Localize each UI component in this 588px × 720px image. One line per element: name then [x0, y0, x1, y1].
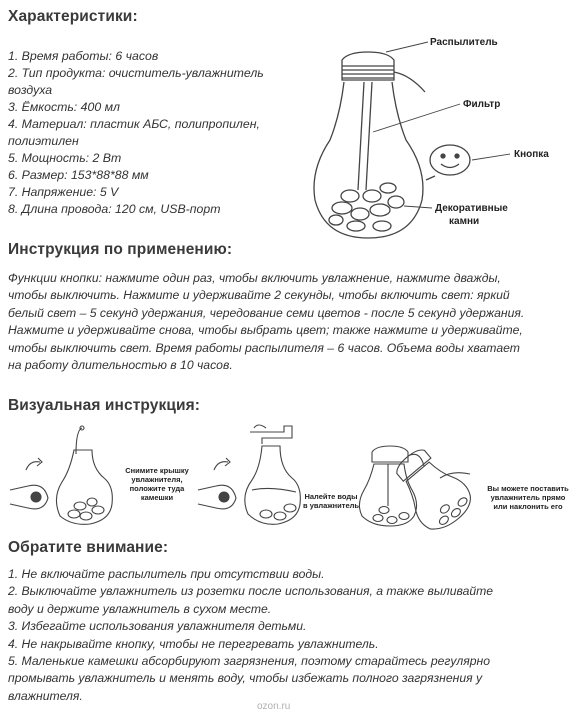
notes-line: 1. Не включайте распылитель при отсутствии воды.	[8, 567, 325, 581]
characteristics-list	[8, 48, 264, 218]
caption-line: увлажнителя,	[131, 475, 183, 484]
caption-line: Вы можете поставить	[487, 484, 569, 493]
list-item: 6. Размер: 153*88*88 мм	[8, 168, 149, 182]
instructions-heading: Инструкция по применению:	[8, 241, 233, 258]
notes-line: 2. Выключайте увлажнитель из розетки после использования, а также выливайте	[8, 584, 494, 599]
label-stones-line1: Декоративные	[435, 203, 508, 214]
notes-line: влажнителя.	[8, 688, 83, 703]
visual-step2-caption	[296, 492, 366, 510]
notes-text	[8, 566, 580, 705]
notes-heading: Обратите внимание:	[8, 539, 169, 556]
label-stones-line2: камни	[449, 216, 480, 227]
label-button: Кнопка	[514, 149, 549, 160]
visual-step-illustrations	[0, 420, 588, 530]
label-filter: Фильтр	[463, 99, 501, 110]
caption-line: Налейте воды	[304, 492, 358, 501]
instructions-line: Функции кнопки: нажмите один раз, чтобы включить увлажнение, нажмите дважды,	[8, 271, 501, 285]
list-item: 3. Ёмкость: 400 мл	[8, 100, 120, 114]
label-atomizer: Распылитель	[430, 37, 498, 48]
caption-line: или наклонить его	[493, 502, 563, 511]
notes-line: 4. Не накрывайте кнопку, чтобы не перегревать увлажнитель.	[8, 636, 379, 651]
list-item: 8. Длина провода: 120 см, USB-порт	[8, 202, 221, 216]
caption-line: в увлажнитель	[303, 501, 359, 510]
list-item: 1. Время работы: 6 часов	[8, 49, 159, 63]
list-item: 2. Тип продукта: очиститель-увлажнитель	[8, 66, 264, 80]
instructions-line: чтобы выключить свет. Время работы распылителя – 6 часов. Объема воды хватает	[8, 340, 520, 355]
caption-line: Снимите крышку	[125, 466, 189, 475]
instructions-text	[8, 270, 580, 374]
notes-line: промывать увлажнитель и менять воду, чтобы избежать полного загрязнения у	[8, 671, 483, 686]
visual-step1-caption	[118, 466, 196, 502]
instructions-line: белый свет – 5 секунд удержания, чередование семи цветов - после 5 секунд удержания.	[8, 305, 525, 320]
label-stones	[435, 202, 508, 228]
characteristics-heading: Характеристики:	[8, 8, 138, 25]
instructions-line: Нажмите и удерживайте снова, чтобы выбрать цвет; также нажмите и удерживайте,	[8, 323, 523, 338]
list-item: воздуха	[8, 83, 53, 97]
list-item: 4. Материал: пластик АБС, полипропилен,	[8, 117, 260, 131]
instructions-line: на работу длительностью в 10 часов.	[8, 358, 233, 373]
notes-line: воду и держите увлажнитель в сухом месте.	[8, 601, 272, 616]
notes-line: 5. Маленькие камешки абсорбируют загрязнения, поэтому старайтесь регулярно	[8, 654, 491, 669]
list-item: 5. Мощность: 2 Вт	[8, 151, 122, 165]
caption-line: положите туда	[129, 484, 185, 493]
caption-line: камешки	[140, 493, 174, 502]
visual-heading: Визуальная инструкция:	[8, 397, 200, 414]
notes-line: 3. Избегайте использования увлажнителя детьми.	[8, 619, 307, 634]
list-item: полиэтилен	[8, 134, 79, 148]
instructions-line: чтобы выключить. Нажмите и удерживайте 2 секунды, чтобы включить свет: яркий	[8, 288, 510, 303]
caption-line: увлажнитель прямо	[490, 493, 566, 502]
watermark: ozon.ru	[257, 701, 291, 712]
visual-step3-caption	[479, 484, 577, 511]
list-item: 7. Напряжение: 5 V	[8, 185, 119, 199]
